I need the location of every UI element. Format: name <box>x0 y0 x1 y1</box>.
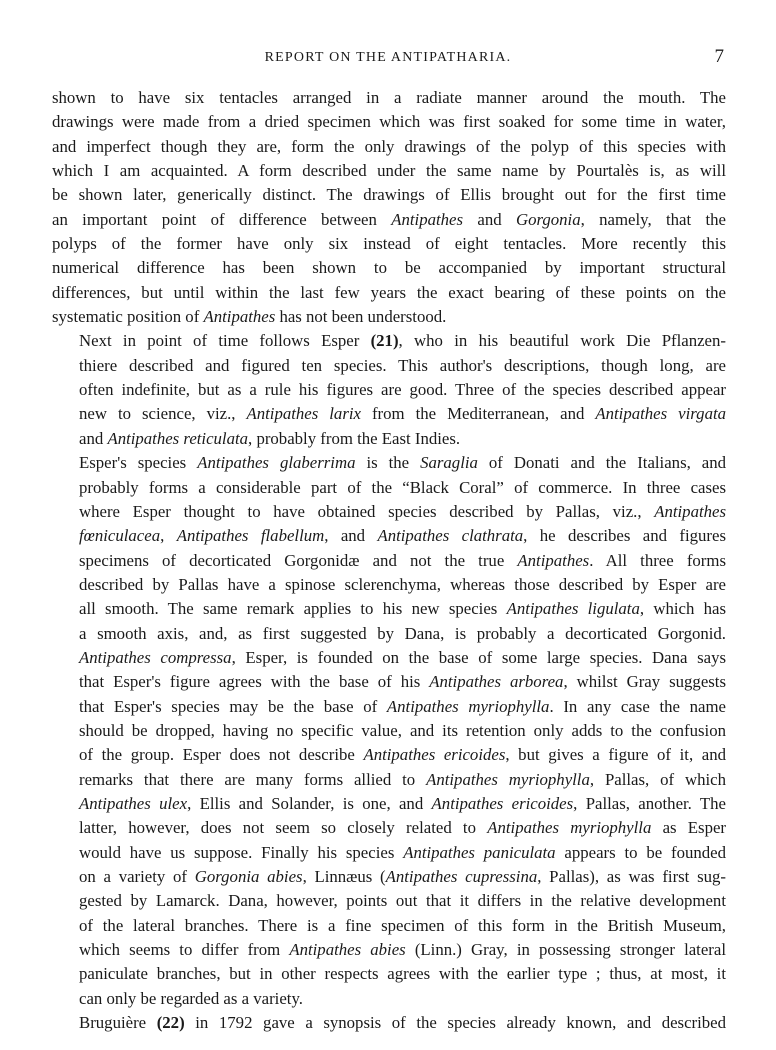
body-text <box>52 86 726 1035</box>
italic-term: Antipathes arborea <box>429 672 564 692</box>
text-line: all smooth. The same remark applies to his new species Antipathes ligulata, which has <box>79 599 726 619</box>
text-line: shown to have six tentacles arranged in a radiate manner around the mouth. The <box>52 88 726 107</box>
italic-term: Antipathes myriophylla <box>386 696 550 716</box>
text-line: fœniculacea, Antipathes flabellum, and Antipathes clathrata, he describes and figures <box>79 526 726 546</box>
text-line: which I am acquainted. A form described under the same name by Pourtalès is, as will <box>52 161 726 181</box>
italic-term: Gorgonia abies <box>194 867 303 886</box>
text-line: Bruguière (22) in 1792 gave a synopsis of the species already known, and described <box>79 1013 727 1033</box>
page-number: 7 <box>714 46 724 67</box>
text-line: thiere described and figured ten species. This author's descriptions, though long, are <box>79 355 726 375</box>
text-line: and Antipathes reticulata, probably from the East Indies. <box>79 428 461 448</box>
italic-term: Antipathes clathrata <box>377 526 524 546</box>
text-line: where Esper thought to have obtained species described by Pallas, viz., Antipathes <box>79 501 726 521</box>
text-line: of the group. Esper does not describe Antipathes ericoides, but gives a figure of it, and <box>79 745 726 765</box>
paragraph <box>52 86 726 329</box>
italic-term: Gorgonia <box>515 209 581 229</box>
italic-term: Antipathes myriophylla <box>426 769 590 789</box>
text-line: described by Pallas have a spinose sclerenchyma, whereas those described by Esper are <box>79 574 726 594</box>
paragraph <box>52 329 726 451</box>
text-line: often indefinite, but as a rule his figures are good. Three of the species described appear <box>79 380 726 400</box>
text-line: latter, however, does not seem so closely related to Antipathes myriophylla as Esper <box>79 818 726 838</box>
italic-term: Antipathes <box>654 501 726 521</box>
text-line: should be dropped, having no specific value, and its retention only adds to the confusion <box>79 720 726 740</box>
text-line: polyps of the former have only six instead of eight tentacles. More recently this <box>52 234 726 254</box>
italic-term: Antipathes abies <box>289 940 406 960</box>
italic-term: Antipathes ericoides <box>431 793 574 813</box>
italic-term: Antipathes <box>203 307 276 327</box>
text-line: be shown later, generically distinct. The drawings of Ellis brought out for the first time <box>52 185 726 205</box>
text-line: would have us suppose. Finally his species Antipathes paniculata appears to be founded <box>79 842 726 862</box>
italic-term: Antipathes compressa <box>79 647 232 667</box>
text-line: of the lateral branches. There is a fine specimen of this form in the British Museum, <box>79 915 726 935</box>
paragraph <box>52 1011 726 1035</box>
italic-term: Antipathes ulex <box>79 793 188 813</box>
running-head <box>52 48 724 72</box>
bold-reference: (22) <box>156 1013 185 1033</box>
text-line: a smooth axis, and, as first suggested by Dana, is probably a decorticated Gorgonid. <box>79 623 726 643</box>
text-line: that Esper's species may be the base of Antipathes myriophylla. In any case the name <box>79 696 726 716</box>
italic-term: Antipathes virgata <box>595 404 727 424</box>
bold-reference: (21) <box>370 331 399 351</box>
italic-term: Antipathes paniculata <box>403 842 556 862</box>
italic-term: Antipathes glaberrima <box>197 453 356 473</box>
italic-term: fœniculacea <box>79 526 161 546</box>
text-line: gested by Lamarck. Dana, however, points out that it differs in the relative development <box>79 891 726 911</box>
text-line: remarks that there are many forms allied to Antipathes myriophylla, Pallas, of which <box>79 769 726 789</box>
italic-term: Antipathes myriophylla <box>487 818 652 838</box>
italic-term: Antipathes flabellum <box>176 526 325 546</box>
italic-term: Antipathes larix <box>246 404 361 424</box>
text-line: differences, but until within the last few years the exact bearing of these points on the <box>52 282 726 302</box>
paragraph <box>52 451 726 1011</box>
text-line: probably forms a considerable part of the “Black Coral” of commerce. In three cases <box>79 477 726 497</box>
text-line: on a variety of Gorgonia abies, Linnæus (Antipathes cupressina, Pallas), as was first sug- <box>79 867 726 886</box>
text-line: specimens of decorticated Gorgonidæ and not the true Antipathes. All three forms <box>79 550 726 570</box>
italic-term: Antipathes <box>391 209 464 229</box>
text-line: that Esper's figure agrees with the base of his Antipathes arborea, whilst Gray suggests <box>79 672 726 692</box>
text-line: new to science, viz., Antipathes larix from the Mediterranean, and Antipathes virgata <box>79 404 727 424</box>
text-line: and imperfect though they are, form the only drawings of the polyp of this species with <box>52 136 726 156</box>
text-line: systematic position of Antipathes has not been understood. <box>52 307 447 327</box>
text-line: paniculate branches, but in other respects agrees with the earlier type ; thus, at most, it <box>79 964 726 984</box>
text-line: can only be regarded as a variety. <box>79 988 303 1008</box>
text-line: which seems to differ from Antipathes abies (Linn.) Gray, in possessing stronger lateral <box>79 940 726 960</box>
italic-term: Antipathes ericoides <box>363 745 506 765</box>
italic-term: Antipathes reticulata <box>107 428 249 448</box>
running-title: REPORT ON THE ANTIPATHARIA. <box>264 50 512 65</box>
italic-term: Saraglia <box>420 453 478 473</box>
italic-term: Antipathes <box>517 550 590 570</box>
text-line: Antipathes compressa, Esper, is founded on the base of some large species. Dana says <box>79 647 726 667</box>
text-line: an important point of difference between Antipathes and Gorgonia, namely, that the <box>52 209 727 229</box>
text-line: Antipathes ulex, Ellis and Solander, is one, and Antipathes ericoides, Pallas, another. The <box>79 793 726 813</box>
italic-term: Antipathes ligulata <box>506 599 640 619</box>
italic-term: Antipathes cupressina <box>385 867 538 886</box>
text-line: Esper's species Antipathes glaberrima is the Saraglia of Donati and the Italians, and <box>79 453 726 473</box>
text-line: numerical difference has been shown to be accompanied by important structural <box>52 258 726 278</box>
text-line: drawings were made from a dried specimen which was first soaked for some time in water, <box>52 112 726 132</box>
text-line: Next in point of time follows Esper (21), who in his beautiful work Die Pflanzen- <box>79 331 726 351</box>
